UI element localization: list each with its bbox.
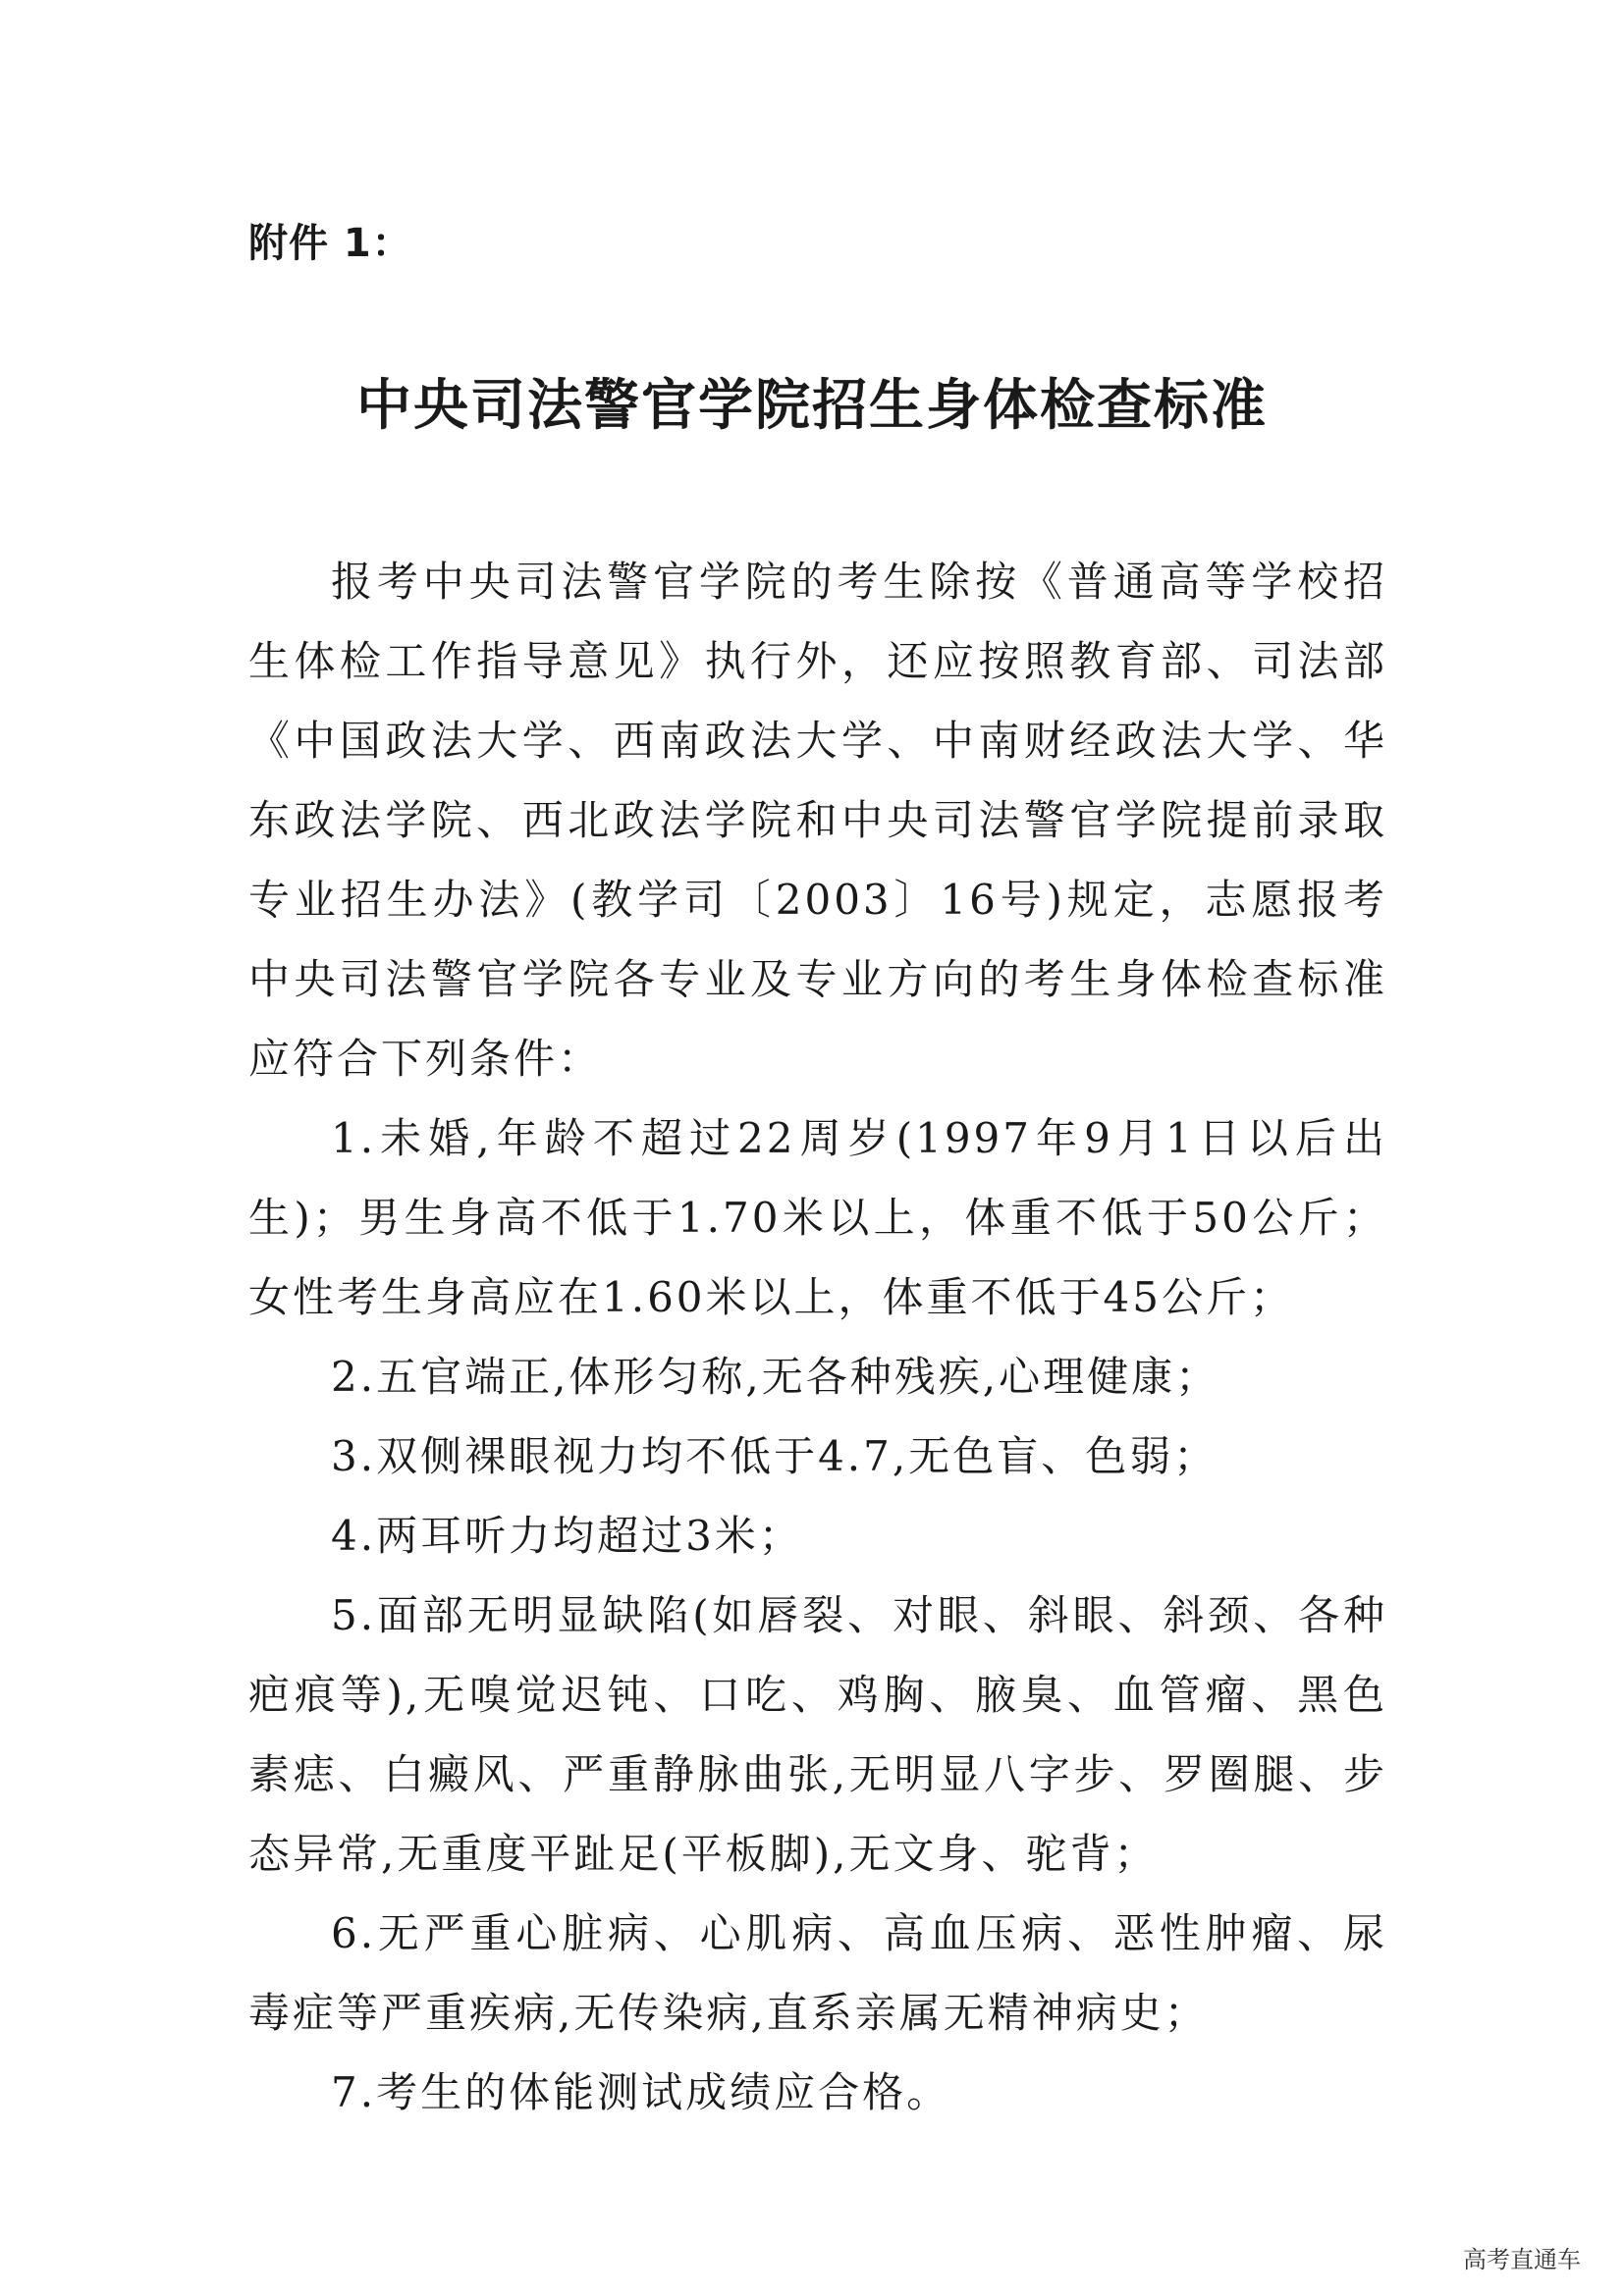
intro-paragraph: 报考中央司法警官学院的考生除按《普通高等学校招生体检工作指导意见》执行外，还应按照教育部、司法部《中国政法大学、西南政法大学、中南财经政法大学、华东政法学院、西北政法学院和中央司法警官学院提前录取专业招生办法》(教学司〔2003〕16号)规定，志愿报考中央司法警官学院各专业及专业方向的考生身体检查标准应符合下列条件：: [248, 558, 1387, 1083]
document-body: [248, 542, 1387, 2132]
document-title: 中央司法警官学院招生身体检查标准: [356, 374, 1268, 438]
item-4: 4.两耳听力均超过3米；: [331, 1512, 803, 1560]
attachment-label: 附件 1：: [248, 221, 412, 266]
item-6: 6.无严重心脏病、心肌病、高血压病、恶性肿瘤、尿毒症等严重疾病,无传染病,直系亲属无精神病史；: [248, 1909, 1387, 2037]
item-2: 2.五官端正,体形匀称,无各种残疾,心理健康；: [331, 1353, 1220, 1401]
item-5: 5.面部无明显缺陷(如唇裂、对眼、斜眼、斜颈、各种疤痕等),无嗅觉迟钝、口吃、鸡胸、腋臭、血管瘤、黑色素痣、白癜风、严重静脉曲张,无明显八字步、罗圈腿、步态异常,无重度平趾足(平板脚),无文身、驼背；: [248, 1591, 1387, 1878]
item-3: 3.双侧裸眼视力均不低于4.7,无色盲、色弱；: [331, 1432, 1218, 1480]
item-1: 1.未婚,年龄不超过22周岁(1997年9月1日以后出生)；男生身高不低于1.70米以上，体重不低于50公斤；女性考生身高应在1.60米以上，体重不低于45公斤；: [248, 1114, 1387, 1321]
watermark: 高考直通车: [1459, 2243, 1585, 2276]
item-7: 7.考生的体能测试成绩应合格。: [331, 2068, 951, 2116]
